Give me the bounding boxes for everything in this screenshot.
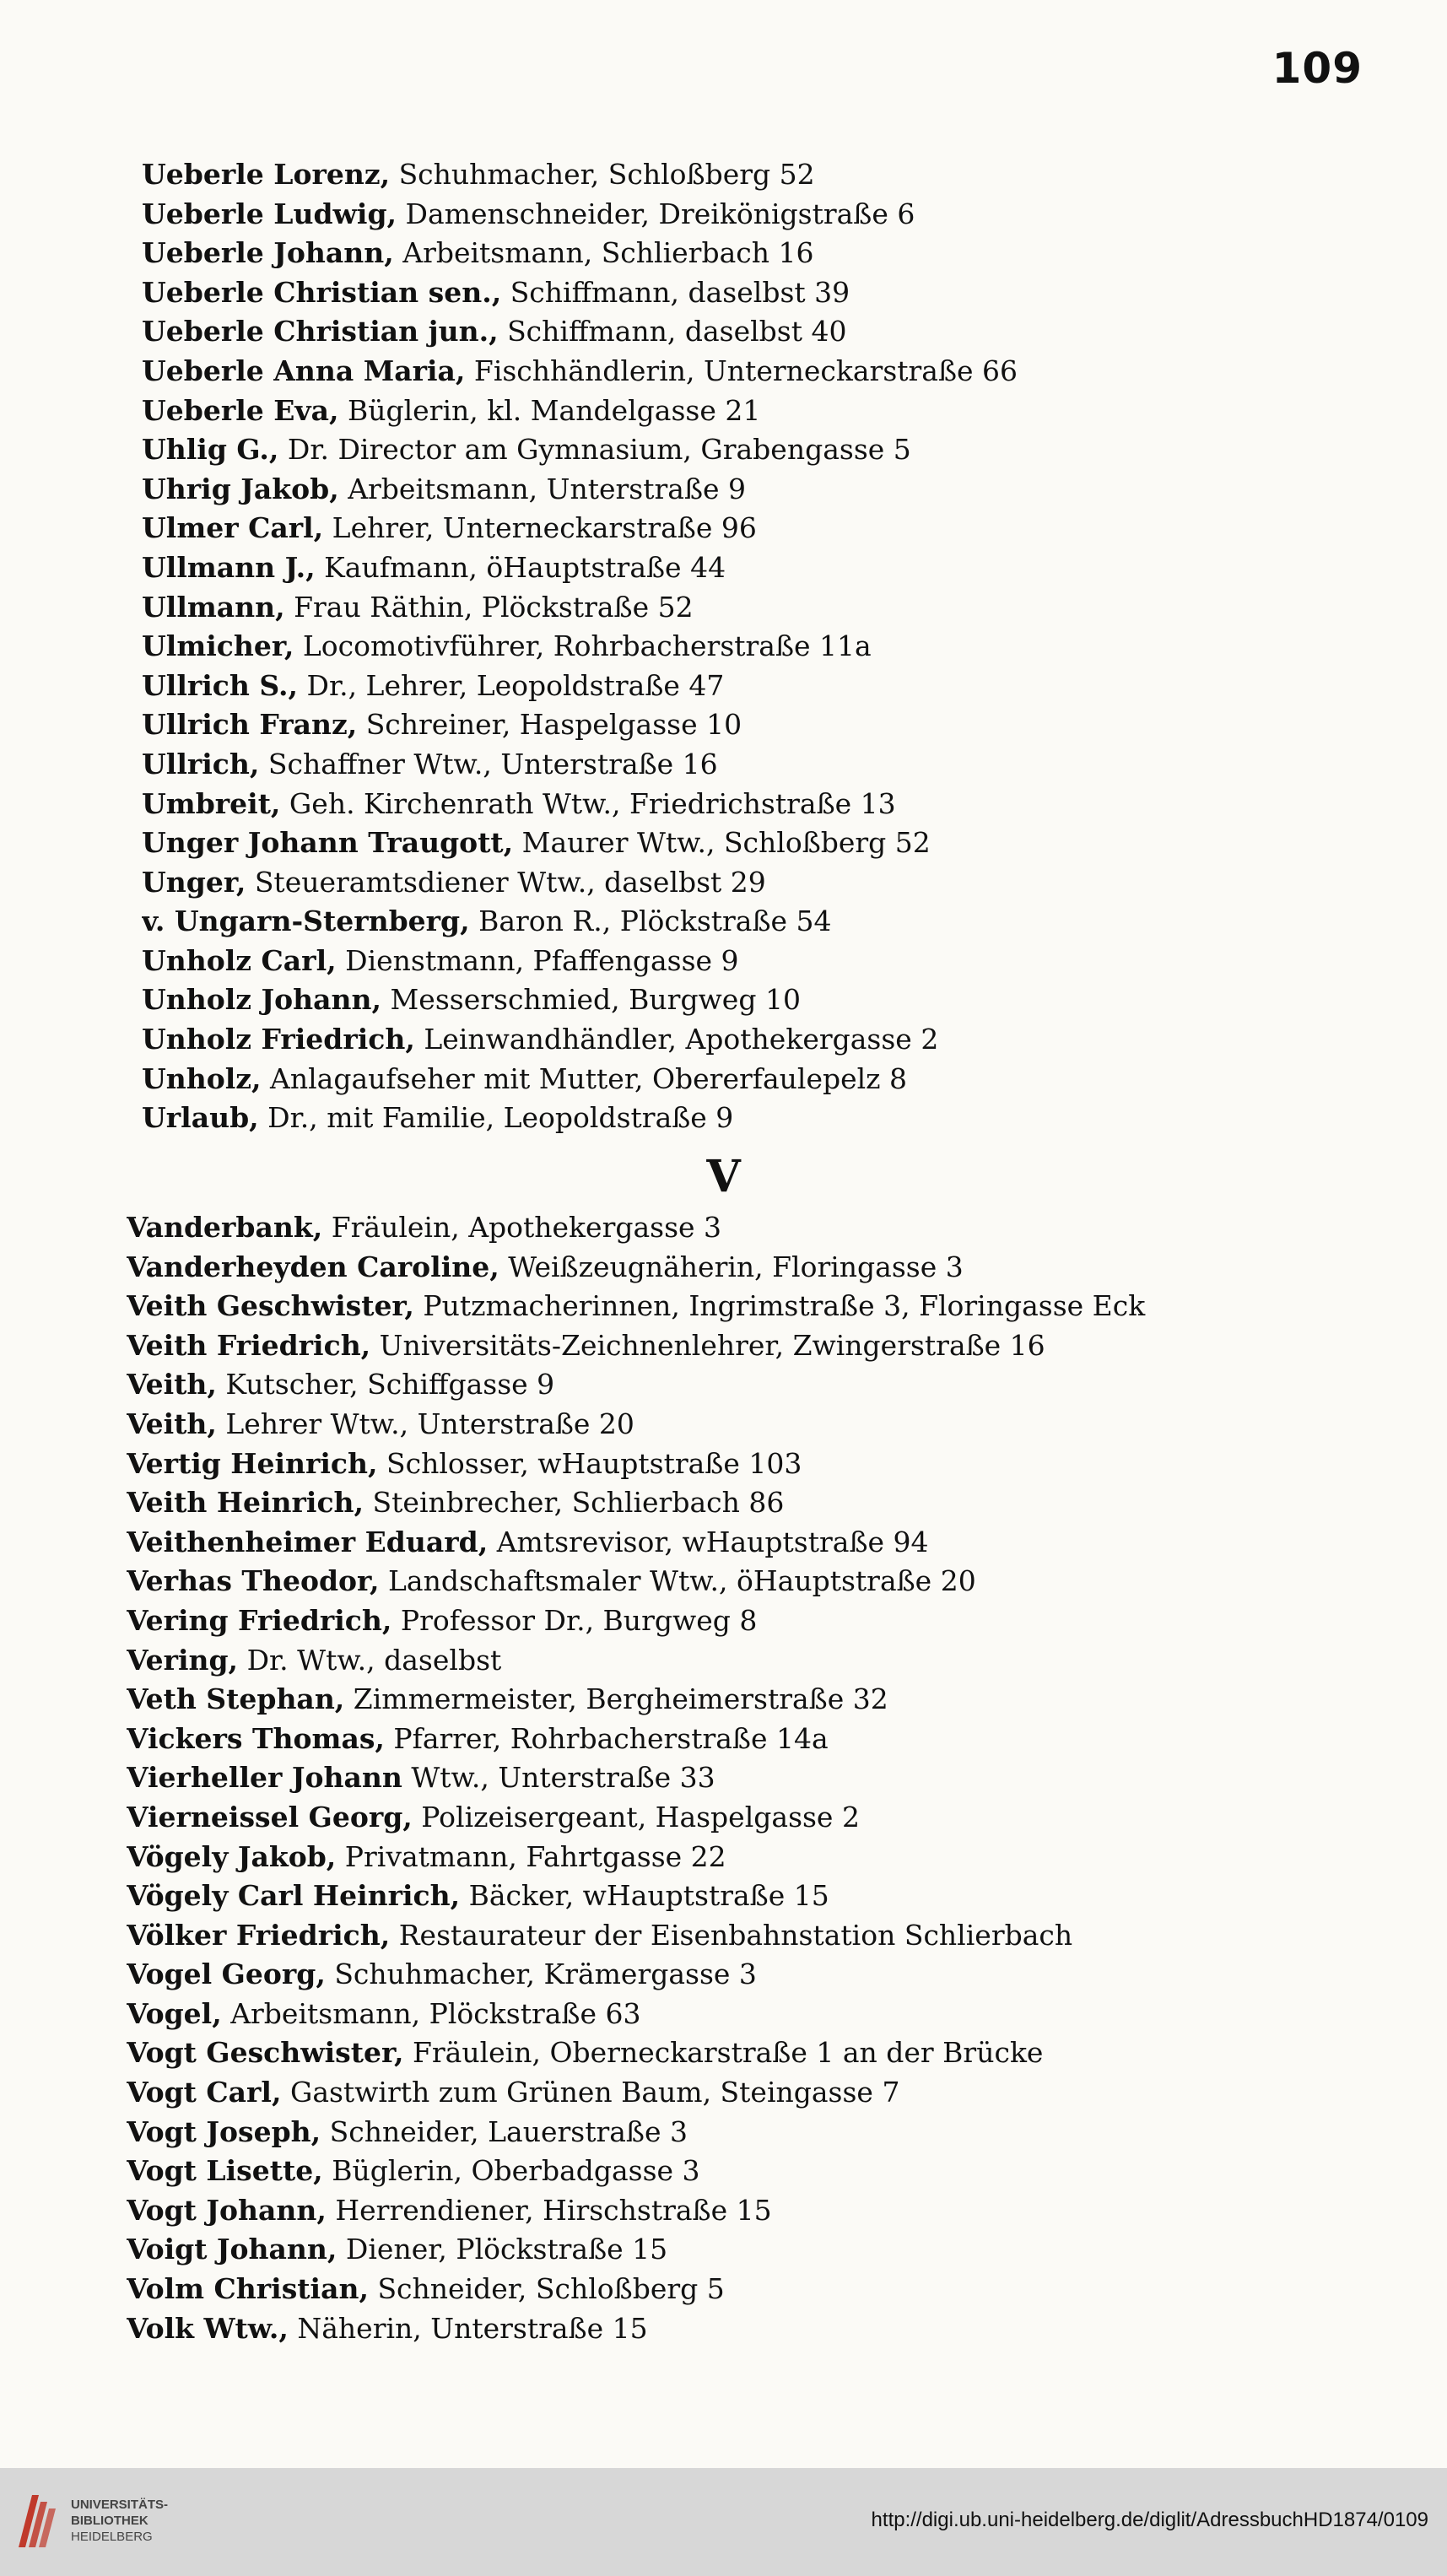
entry-name: Ueberle Ludwig, [142, 197, 397, 230]
entry-name: Ueberle Eva, [142, 393, 339, 427]
entry-detail: Locomotivführer, Rohrbacherstraße 11a [302, 629, 872, 663]
entry-detail: Baron R., Plöckstraße 54 [478, 905, 832, 938]
directory-entry [142, 195, 1390, 235]
entry-name: Ueberle Christian jun., [142, 315, 499, 348]
entry-name: Vanderbank, [127, 1211, 323, 1244]
entry-name: Unholz Carl, [142, 943, 337, 977]
directory-entry [127, 1720, 1375, 1759]
directory-entry [127, 1955, 1375, 1995]
library-logo-icon [13, 2487, 59, 2554]
entry-name: Ueberle Johann, [142, 236, 394, 270]
directory-entry [142, 430, 1390, 470]
entry-name: Vogel, [127, 1996, 222, 2030]
entry-name: Vierheller Johann [127, 1761, 402, 1795]
entry-detail: Universitäts-Zeichnenlehrer, Zwingerstraße 16 [379, 1328, 1045, 1362]
directory-entry [142, 312, 1390, 352]
directory-entry [127, 1916, 1375, 1956]
entry-name: Vanderheyden Caroline, [127, 1250, 499, 1283]
directory-entry [142, 155, 1390, 195]
entry-detail: Büglerin, Oberbadgasse 3 [332, 2154, 700, 2188]
entry-detail: Gastwirth zum Grünen Baum, Steingasse 7 [289, 2076, 900, 2109]
entry-detail: Schlosser, wHauptstraße 103 [386, 1446, 802, 1480]
directory-entry [142, 824, 1390, 863]
entry-name: Unholz Friedrich, [142, 1023, 415, 1056]
entry-detail: Schaffner Wtw., Unterstraße 16 [267, 747, 718, 780]
footer-bar [0, 2468, 1447, 2576]
directory-entry [127, 1483, 1375, 1523]
entry-detail: Lehrer, Unterneckarstraße 96 [332, 511, 757, 545]
directory-entry [127, 2309, 1375, 2349]
directory-entry [127, 2152, 1375, 2191]
entry-detail: Fräulein, Oberneckarstraße 1 an der Brücke [412, 2036, 1044, 2070]
directory-entry [142, 588, 1390, 628]
entry-name: Veithenheimer Eduard, [127, 1525, 489, 1558]
directory-entry [127, 1248, 1375, 1288]
entry-name: Umbreit, [142, 786, 281, 820]
entry-name: Ulmer Carl, [142, 511, 324, 545]
entry-name: Völker Friedrich, [127, 1918, 391, 1952]
entry-detail: Kaufmann, öHauptstraße 44 [324, 550, 726, 584]
entry-name: Vogt Joseph, [127, 2114, 321, 2148]
entry-name: Unger Johann Traugott, [142, 826, 514, 860]
library-logo-text [71, 2497, 168, 2545]
entry-name: Unger, [142, 865, 246, 899]
directory-entry [142, 273, 1390, 313]
entry-detail: Lehrer Wtw., Unterstraße 20 [225, 1407, 634, 1440]
entry-detail: Messerschmied, Burgweg 10 [390, 983, 801, 1017]
entry-detail: Dienstmann, Pfaffengasse 9 [345, 943, 739, 977]
section-heading-v: V [706, 1151, 741, 1202]
entry-detail: Schiffmann, daselbst 40 [507, 315, 847, 348]
directory-entry [142, 548, 1390, 588]
directory-entry [127, 2073, 1375, 2113]
entry-detail: Diener, Plöckstraße 15 [345, 2233, 668, 2266]
directory-entry [142, 1099, 1390, 1138]
directory-entry [127, 1798, 1375, 1838]
directory-entry [127, 1562, 1375, 1601]
permalink-url[interactable]: http://digi.ub.uni-heidelberg.de/diglit/AdressbuchHD1874/0109 [871, 2508, 1428, 2531]
directory-entry [142, 352, 1390, 392]
directory-entry [142, 667, 1390, 706]
entry-name: Unholz Johann, [142, 983, 382, 1017]
directory-entry [127, 2033, 1375, 2073]
entry-detail: Schneider, Lauerstraße 3 [329, 2114, 688, 2148]
entry-detail: Dr., mit Familie, Leopoldstraße 9 [267, 1101, 734, 1135]
entry-detail: Kutscher, Schiffgasse 9 [225, 1368, 555, 1401]
entry-name: Urlaub, [142, 1101, 259, 1135]
entry-detail: Büglerin, kl. Mandelgasse 21 [347, 393, 761, 427]
directory-list-u [142, 155, 1390, 1138]
entry-name: Voigt Johann, [127, 2233, 337, 2266]
entry-name: Unholz, [142, 1061, 262, 1095]
entry-name: Ulmicher, [142, 629, 294, 663]
entry-detail: Pfarrer, Rohrbacherstraße 14a [393, 1721, 829, 1755]
directory-entry [142, 745, 1390, 785]
entry-name: Ullmann, [142, 590, 285, 624]
entry-name: Vogt Geschwister, [127, 2036, 404, 2070]
logo-line-2: BIBLIOTHEK [71, 2513, 148, 2528]
directory-list-v [127, 1208, 1375, 2348]
entry-name: Volk Wtw., [127, 2311, 289, 2345]
directory-entry [142, 705, 1390, 745]
entry-detail: Dr. Wtw., daselbst [246, 1643, 502, 1677]
directory-entry [142, 509, 1390, 548]
entry-name: v. Ungarn-Sternberg, [142, 905, 470, 938]
directory-entry [127, 2230, 1375, 2270]
library-logo[interactable] [13, 2487, 168, 2554]
entry-detail: Privatmann, Fahrtgasse 22 [344, 1839, 726, 1873]
entry-detail: Frau Räthin, Plöckstraße 52 [294, 590, 694, 624]
entry-name: Volm Christian, [127, 2272, 369, 2306]
entry-name: Veith Friedrich, [127, 1328, 371, 1362]
entry-name: Vickers Thomas, [127, 1721, 385, 1755]
entry-detail: Schuhmacher, Krämergasse 3 [334, 1958, 757, 1991]
entry-detail: Zimmermeister, Bergheimerstraße 32 [353, 1682, 888, 1716]
entry-detail: Fischhändlerin, Unterneckarstraße 66 [473, 354, 1018, 387]
directory-entry [127, 1641, 1375, 1681]
entry-detail: Schuhmacher, Schloßberg 52 [398, 158, 815, 191]
entry-name: Veith Geschwister, [127, 1289, 414, 1323]
entry-name: Ueberle Lorenz, [142, 158, 391, 191]
directory-entry [142, 902, 1390, 942]
directory-entry [142, 942, 1390, 981]
entry-name: Uhlig G., [142, 433, 279, 467]
entry-detail: Damenschneider, Dreikönigstraße 6 [405, 197, 915, 230]
entry-detail: Restaurateur der Eisenbahnstation Schlierbach [398, 1918, 1073, 1952]
entry-detail: Näherin, Unterstraße 15 [297, 2311, 648, 2345]
entry-name: Ueberle Christian sen., [142, 275, 502, 309]
directory-entry [127, 1365, 1375, 1405]
entry-name: Vierneissel Georg, [127, 1800, 413, 1833]
entry-name: Ullmann J., [142, 550, 316, 584]
directory-entry [127, 1601, 1375, 1641]
entry-name: Ullrich S., [142, 668, 298, 702]
directory-entry [142, 980, 1390, 1020]
entry-name: Verhas Theodor, [127, 1564, 380, 1598]
entry-detail: Dr., Lehrer, Leopoldstraße 47 [306, 668, 725, 702]
directory-entry [142, 234, 1390, 273]
directory-entry [127, 1758, 1375, 1798]
entry-detail: Schiffmann, daselbst 39 [510, 275, 850, 309]
entry-detail: Putzmacherinnen, Ingrimstraße 3, Floringasse Eck [423, 1289, 1146, 1323]
entry-name: Uhrig Jakob, [142, 472, 339, 505]
entry-detail: Anlagaufseher mit Mutter, Obererfaulepelz 8 [270, 1061, 908, 1095]
logo-line-1: UNIVERSITÄTS- [71, 2497, 169, 2512]
directory-entry [127, 1523, 1375, 1563]
directory-entry [142, 785, 1390, 824]
entry-detail: Maurer Wtw., Schloßberg 52 [521, 826, 931, 860]
entry-name: Ullrich Franz, [142, 708, 358, 742]
directory-entry [127, 1208, 1375, 1248]
entry-detail: Landschaftsmaler Wtw., öHauptstraße 20 [388, 1564, 976, 1598]
entry-name: Vögely Jakob, [127, 1839, 337, 1873]
directory-entry [127, 1680, 1375, 1720]
directory-entry [142, 470, 1390, 510]
entry-detail: Herrendiener, Hirschstraße 15 [335, 2193, 772, 2227]
directory-entry [127, 2113, 1375, 2152]
entry-detail: Wtw., Unterstraße 33 [411, 1761, 715, 1795]
directory-entry [142, 863, 1390, 903]
entry-name: Vogel Georg, [127, 1958, 326, 1991]
entry-detail: Leinwandhändler, Apothekergasse 2 [424, 1023, 939, 1056]
directory-entry [127, 1405, 1375, 1445]
directory-entry [142, 627, 1390, 667]
entry-detail: Arbeitsmann, Plöckstraße 63 [230, 1996, 641, 2030]
entry-detail: Polizeisergeant, Haspelgasse 2 [421, 1800, 860, 1833]
directory-entry [142, 1060, 1390, 1099]
entry-detail: Schreiner, Haspelgasse 10 [365, 708, 742, 742]
entry-detail: Bäcker, wHauptstraße 15 [468, 1879, 829, 1913]
directory-entry [127, 1326, 1375, 1366]
entry-detail: Arbeitsmann, Unterstraße 9 [348, 472, 746, 505]
directory-entry [127, 1877, 1375, 1916]
entry-name: Ullrich, [142, 747, 260, 780]
page-number: 109 [1272, 44, 1363, 93]
entry-name: Vögely Carl Heinrich, [127, 1879, 461, 1913]
logo-line-3: HEIDELBERG [71, 2529, 153, 2544]
entry-detail: Dr. Director am Gymnasium, Grabengasse 5 [287, 433, 911, 467]
entry-detail: Schneider, Schloßberg 5 [377, 2272, 725, 2306]
directory-entry [127, 1287, 1375, 1326]
directory-entry [127, 1445, 1375, 1484]
entry-name: Veith, [127, 1407, 217, 1440]
entry-name: Vogt Lisette, [127, 2154, 323, 2188]
entry-name: Vogt Johann, [127, 2193, 327, 2227]
directory-entry [127, 1995, 1375, 2034]
directory-entry [127, 2191, 1375, 2231]
entry-detail: Steueramtsdiener Wtw., daselbst 29 [254, 865, 766, 899]
entry-name: Veith Heinrich, [127, 1486, 364, 1520]
directory-entry [127, 1838, 1375, 1877]
entry-name: Vering, [127, 1643, 239, 1677]
entry-detail: Weißzeugnäherin, Floringasse 3 [508, 1250, 964, 1283]
entry-name: Veith, [127, 1368, 217, 1401]
entry-detail: Amtsrevisor, wHauptstraße 94 [496, 1525, 929, 1558]
entry-detail: Arbeitsmann, Schlierbach 16 [402, 236, 814, 270]
entry-detail: Professor Dr., Burgweg 8 [400, 1603, 758, 1637]
entry-detail: Steinbrecher, Schlierbach 86 [372, 1486, 785, 1520]
entry-name: Veth Stephan, [127, 1682, 345, 1716]
directory-entry [127, 2270, 1375, 2309]
directory-entry [142, 1020, 1390, 1060]
entry-name: Ueberle Anna Maria, [142, 354, 466, 387]
entry-name: Vogt Carl, [127, 2076, 282, 2109]
entry-detail: Fräulein, Apothekergasse 3 [331, 1211, 722, 1244]
entry-name: Vering Friedrich, [127, 1603, 392, 1637]
entry-name: Vertig Heinrich, [127, 1446, 378, 1480]
entry-detail: Geh. Kirchenrath Wtw., Friedrichstraße 13 [289, 786, 896, 820]
directory-entry [142, 392, 1390, 431]
